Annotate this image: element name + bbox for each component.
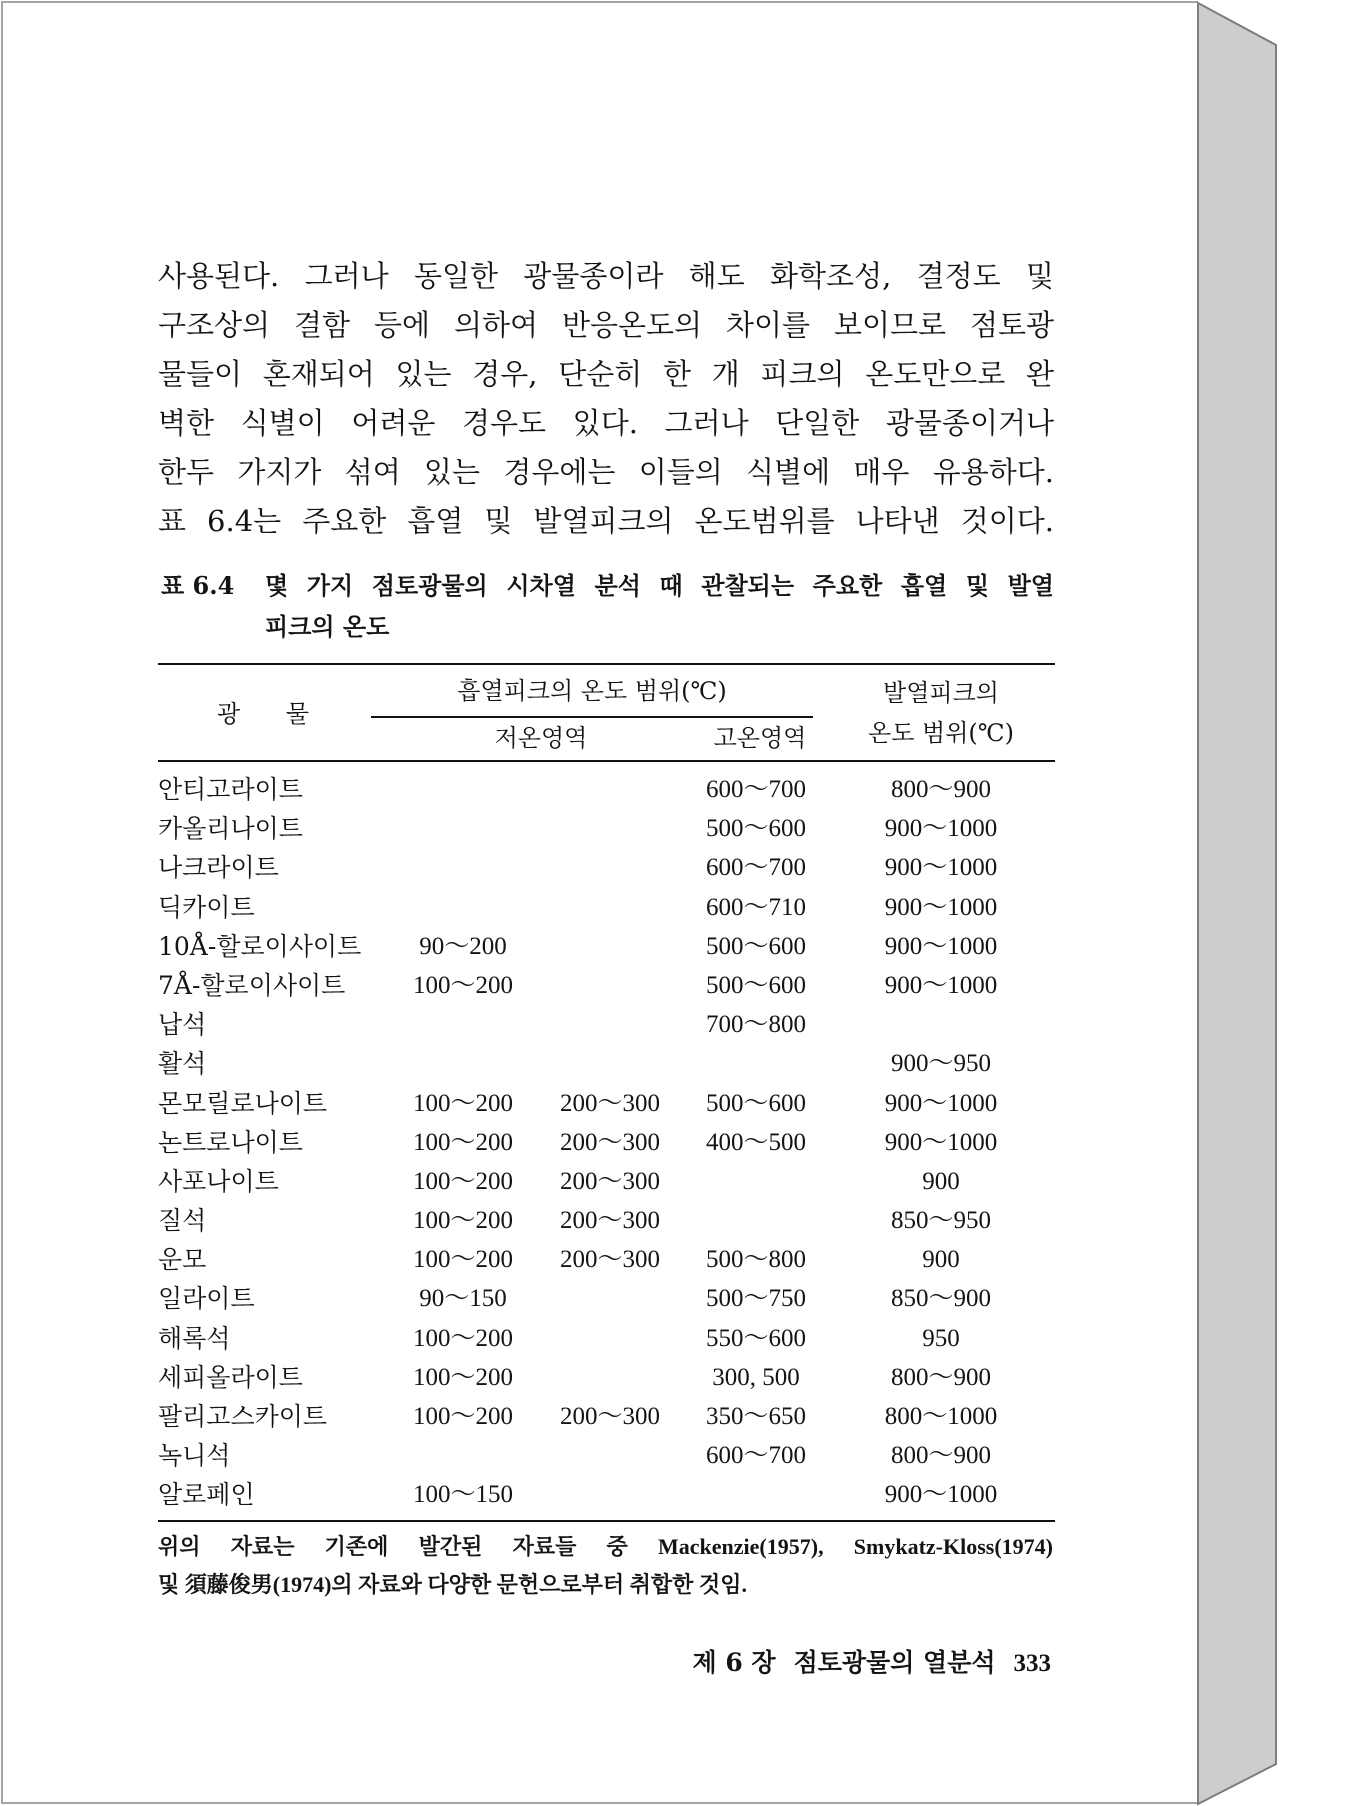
- exothermic-range-cell: 800～1000: [884, 1403, 998, 1430]
- body-line: 표 6.4는 주요한 흡열 및 발열피크의 온도범위를 나타낸 것이다.: [158, 504, 1054, 538]
- high-temp-range-cell: 600～700: [705, 1442, 806, 1470]
- low-temp-range-2-cell: 200～300: [559, 1403, 660, 1430]
- header-exothermic-line: 발열피크의: [883, 679, 999, 707]
- table-row: [0, 1044, 1357, 1083]
- mineral-name-cell: 운모: [158, 1245, 207, 1275]
- low-temp-range-cell: 90～150: [419, 1285, 507, 1313]
- exothermic-range-cell: 800～900: [890, 1363, 991, 1391]
- header-exothermic-range: [830, 673, 1052, 753]
- header-sub-rule: [371, 716, 813, 718]
- table-row: [0, 1123, 1357, 1162]
- low-temp-range-cell: 100～200: [412, 1324, 513, 1352]
- mineral-name-cell: 활석: [158, 1049, 207, 1079]
- header-mineral: 광 물: [217, 700, 309, 728]
- header-exothermic-line: 온도 범위(℃): [868, 719, 1014, 747]
- mineral-name-cell: 질석: [158, 1206, 207, 1236]
- exothermic-range-cell: 900: [922, 1167, 960, 1195]
- mineral-name-cell: 7Å-할로이사이트: [158, 970, 346, 1000]
- table-footnote: [158, 1528, 1053, 1604]
- mineral-name-cell: 알로페인: [158, 1480, 255, 1510]
- high-temp-range-cell: 600～700: [705, 776, 806, 803]
- header-high-temp-region: 고온영역: [713, 724, 807, 752]
- exothermic-range-cell: 900～950: [890, 1050, 991, 1078]
- table-row: [0, 1475, 1357, 1514]
- footer-title: 점토광물의 열분석: [793, 1648, 996, 1677]
- mineral-name-cell: 안티고라이트: [158, 775, 303, 804]
- high-temp-range-cell: 700～800: [705, 1011, 806, 1039]
- table-row: [0, 1358, 1357, 1397]
- table-row: [0, 1162, 1357, 1201]
- footer-chapter: 제 6 장: [692, 1648, 776, 1677]
- low-temp-range-cell: 100～200: [412, 1128, 513, 1156]
- header-low-temp-region: 저온영역: [494, 724, 588, 752]
- table-row: [0, 848, 1357, 887]
- table-row: [0, 1436, 1357, 1475]
- mineral-name-cell: 일라이트: [158, 1284, 255, 1314]
- low-temp-range-2-cell: 200～300: [559, 1207, 660, 1235]
- body-line: 구조상의 결함 등에 의하여 반응온도의 차이를 보이므로 점토광: [158, 308, 1054, 342]
- low-temp-range-cell: 100～200: [412, 1246, 513, 1274]
- low-temp-range-2-cell: 200～300: [559, 1167, 660, 1195]
- footnote-line: 및 須藤俊男(1974)의 자료와 다양한 문헌으로부터 취합한 것임.: [158, 1572, 747, 1597]
- footnote-line: 위의 자료는 기존에 발간된 자료들 중 Mackenzie(1957), Smykatz-Kloss(1974): [158, 1534, 1053, 1559]
- table-row: [0, 888, 1357, 927]
- high-temp-range-cell: 400～500: [705, 1128, 806, 1156]
- exothermic-range-cell: 900～1000: [884, 893, 998, 921]
- mineral-name-cell: 납석: [158, 1010, 207, 1040]
- high-temp-range-cell: 500～600: [705, 932, 806, 960]
- table-caption-line: 몇 가지 점토광물의 시차열 분석 때 관찰되는 주요한 흡열 및 발열: [265, 571, 1054, 600]
- low-temp-range-cell: 100～200: [412, 1363, 513, 1391]
- mineral-name-cell: 사포나이트: [158, 1166, 279, 1196]
- exothermic-range-cell: 950: [922, 1324, 960, 1352]
- table-row: [0, 1201, 1357, 1240]
- high-temp-range-cell: 500～600: [705, 815, 806, 843]
- mineral-name-cell: 녹니석: [158, 1441, 231, 1471]
- table-row: [0, 927, 1357, 966]
- exothermic-range-cell: 850～950: [890, 1207, 991, 1235]
- high-temp-range-cell: 500～600: [705, 1089, 806, 1117]
- table-row: [0, 1397, 1357, 1436]
- table-header-rule: [158, 760, 1055, 762]
- body-line: 사용된다. 그러나 동일한 광물종이라 해도 화학조성, 결정도 및: [158, 259, 1054, 293]
- mineral-name-cell: 10Å-할로이사이트: [158, 931, 362, 961]
- table-top-rule: [158, 663, 1055, 665]
- table-caption: [265, 565, 1054, 647]
- exothermic-range-cell: 900～1000: [884, 1481, 998, 1509]
- exothermic-range-cell: 800～900: [890, 1442, 991, 1470]
- exothermic-range-cell: 900～1000: [884, 1128, 998, 1156]
- mineral-name-cell: 나크라이트: [158, 853, 279, 883]
- table-caption-line: 피크의 온도: [265, 612, 390, 641]
- exothermic-range-cell: 900: [922, 1246, 960, 1274]
- body-line: 벽한 식별이 어려운 경우도 있다. 그러나 단일한 광물종이거나: [158, 406, 1054, 440]
- body-line: 한두 가지가 섞여 있는 경우에는 이들의 식별에 매우 유용하다.: [158, 455, 1054, 489]
- mineral-name-cell: 카올리나이트: [158, 814, 303, 844]
- low-temp-range-cell: 90～200: [419, 932, 507, 960]
- high-temp-range-cell: 500～800: [705, 1246, 806, 1274]
- table-body: [0, 770, 1357, 1515]
- high-temp-range-cell: 600～700: [705, 854, 806, 882]
- exothermic-range-cell: 900～1000: [884, 815, 998, 843]
- table-caption-label: 표 6.4: [161, 571, 235, 600]
- low-temp-range-cell: 100～200: [412, 1207, 513, 1235]
- mineral-name-cell: 팔리고스카이트: [158, 1402, 328, 1431]
- low-temp-range-cell: 100～200: [412, 1089, 513, 1117]
- running-footer: [600, 1645, 1051, 1682]
- body-line: 물들이 혼재되어 있는 경우, 단순히 한 개 피크의 온도만으로 완: [158, 357, 1054, 391]
- table-row: [0, 809, 1357, 848]
- mineral-name-cell: 세피올라이트: [158, 1362, 303, 1392]
- page-number: 333: [1013, 1650, 1051, 1677]
- low-temp-range-2-cell: 200～300: [559, 1128, 660, 1156]
- exothermic-range-cell: 800～900: [890, 776, 991, 803]
- table-row: [0, 1319, 1357, 1358]
- low-temp-range-2-cell: 200～300: [559, 1089, 660, 1117]
- mineral-name-cell: 몬모릴로나이트: [158, 1088, 328, 1118]
- exothermic-range-cell: 900～1000: [884, 854, 998, 882]
- table-row: [0, 1005, 1357, 1044]
- high-temp-range-cell: 500～750: [705, 1285, 806, 1313]
- table-row: [0, 1279, 1357, 1318]
- high-temp-range-cell: 500～600: [705, 971, 806, 999]
- table-row: [0, 1084, 1357, 1123]
- mineral-name-cell: 논트로나이트: [158, 1127, 303, 1157]
- table-row: [0, 1240, 1357, 1279]
- exothermic-range-cell: 900～1000: [884, 971, 998, 999]
- header-endothermic-range: 흡열피크의 온도 범위(℃): [457, 677, 727, 705]
- low-temp-range-cell: 100～200: [412, 1403, 513, 1430]
- exothermic-range-cell: 850～900: [890, 1285, 991, 1313]
- table-bottom-rule: [158, 1520, 1055, 1522]
- high-temp-range-cell: 550～600: [705, 1324, 806, 1352]
- low-temp-range-cell: 100～200: [412, 971, 513, 999]
- high-temp-range-cell: 350～650: [705, 1403, 806, 1430]
- low-temp-range-cell: 100～150: [412, 1481, 513, 1509]
- exothermic-range-cell: 900～1000: [884, 1089, 998, 1117]
- high-temp-range-cell: 600～710: [705, 893, 806, 921]
- mineral-name-cell: 딕카이트: [158, 892, 255, 922]
- body-paragraph: [158, 252, 1054, 546]
- mineral-name-cell: 해록석: [158, 1323, 231, 1353]
- high-temp-range-cell: 300, 500: [712, 1363, 800, 1391]
- low-temp-range-cell: 100～200: [412, 1167, 513, 1195]
- exothermic-range-cell: 900～1000: [884, 932, 998, 960]
- table-row: [0, 966, 1357, 1005]
- table-row: [0, 770, 1357, 809]
- low-temp-range-2-cell: 200～300: [559, 1246, 660, 1274]
